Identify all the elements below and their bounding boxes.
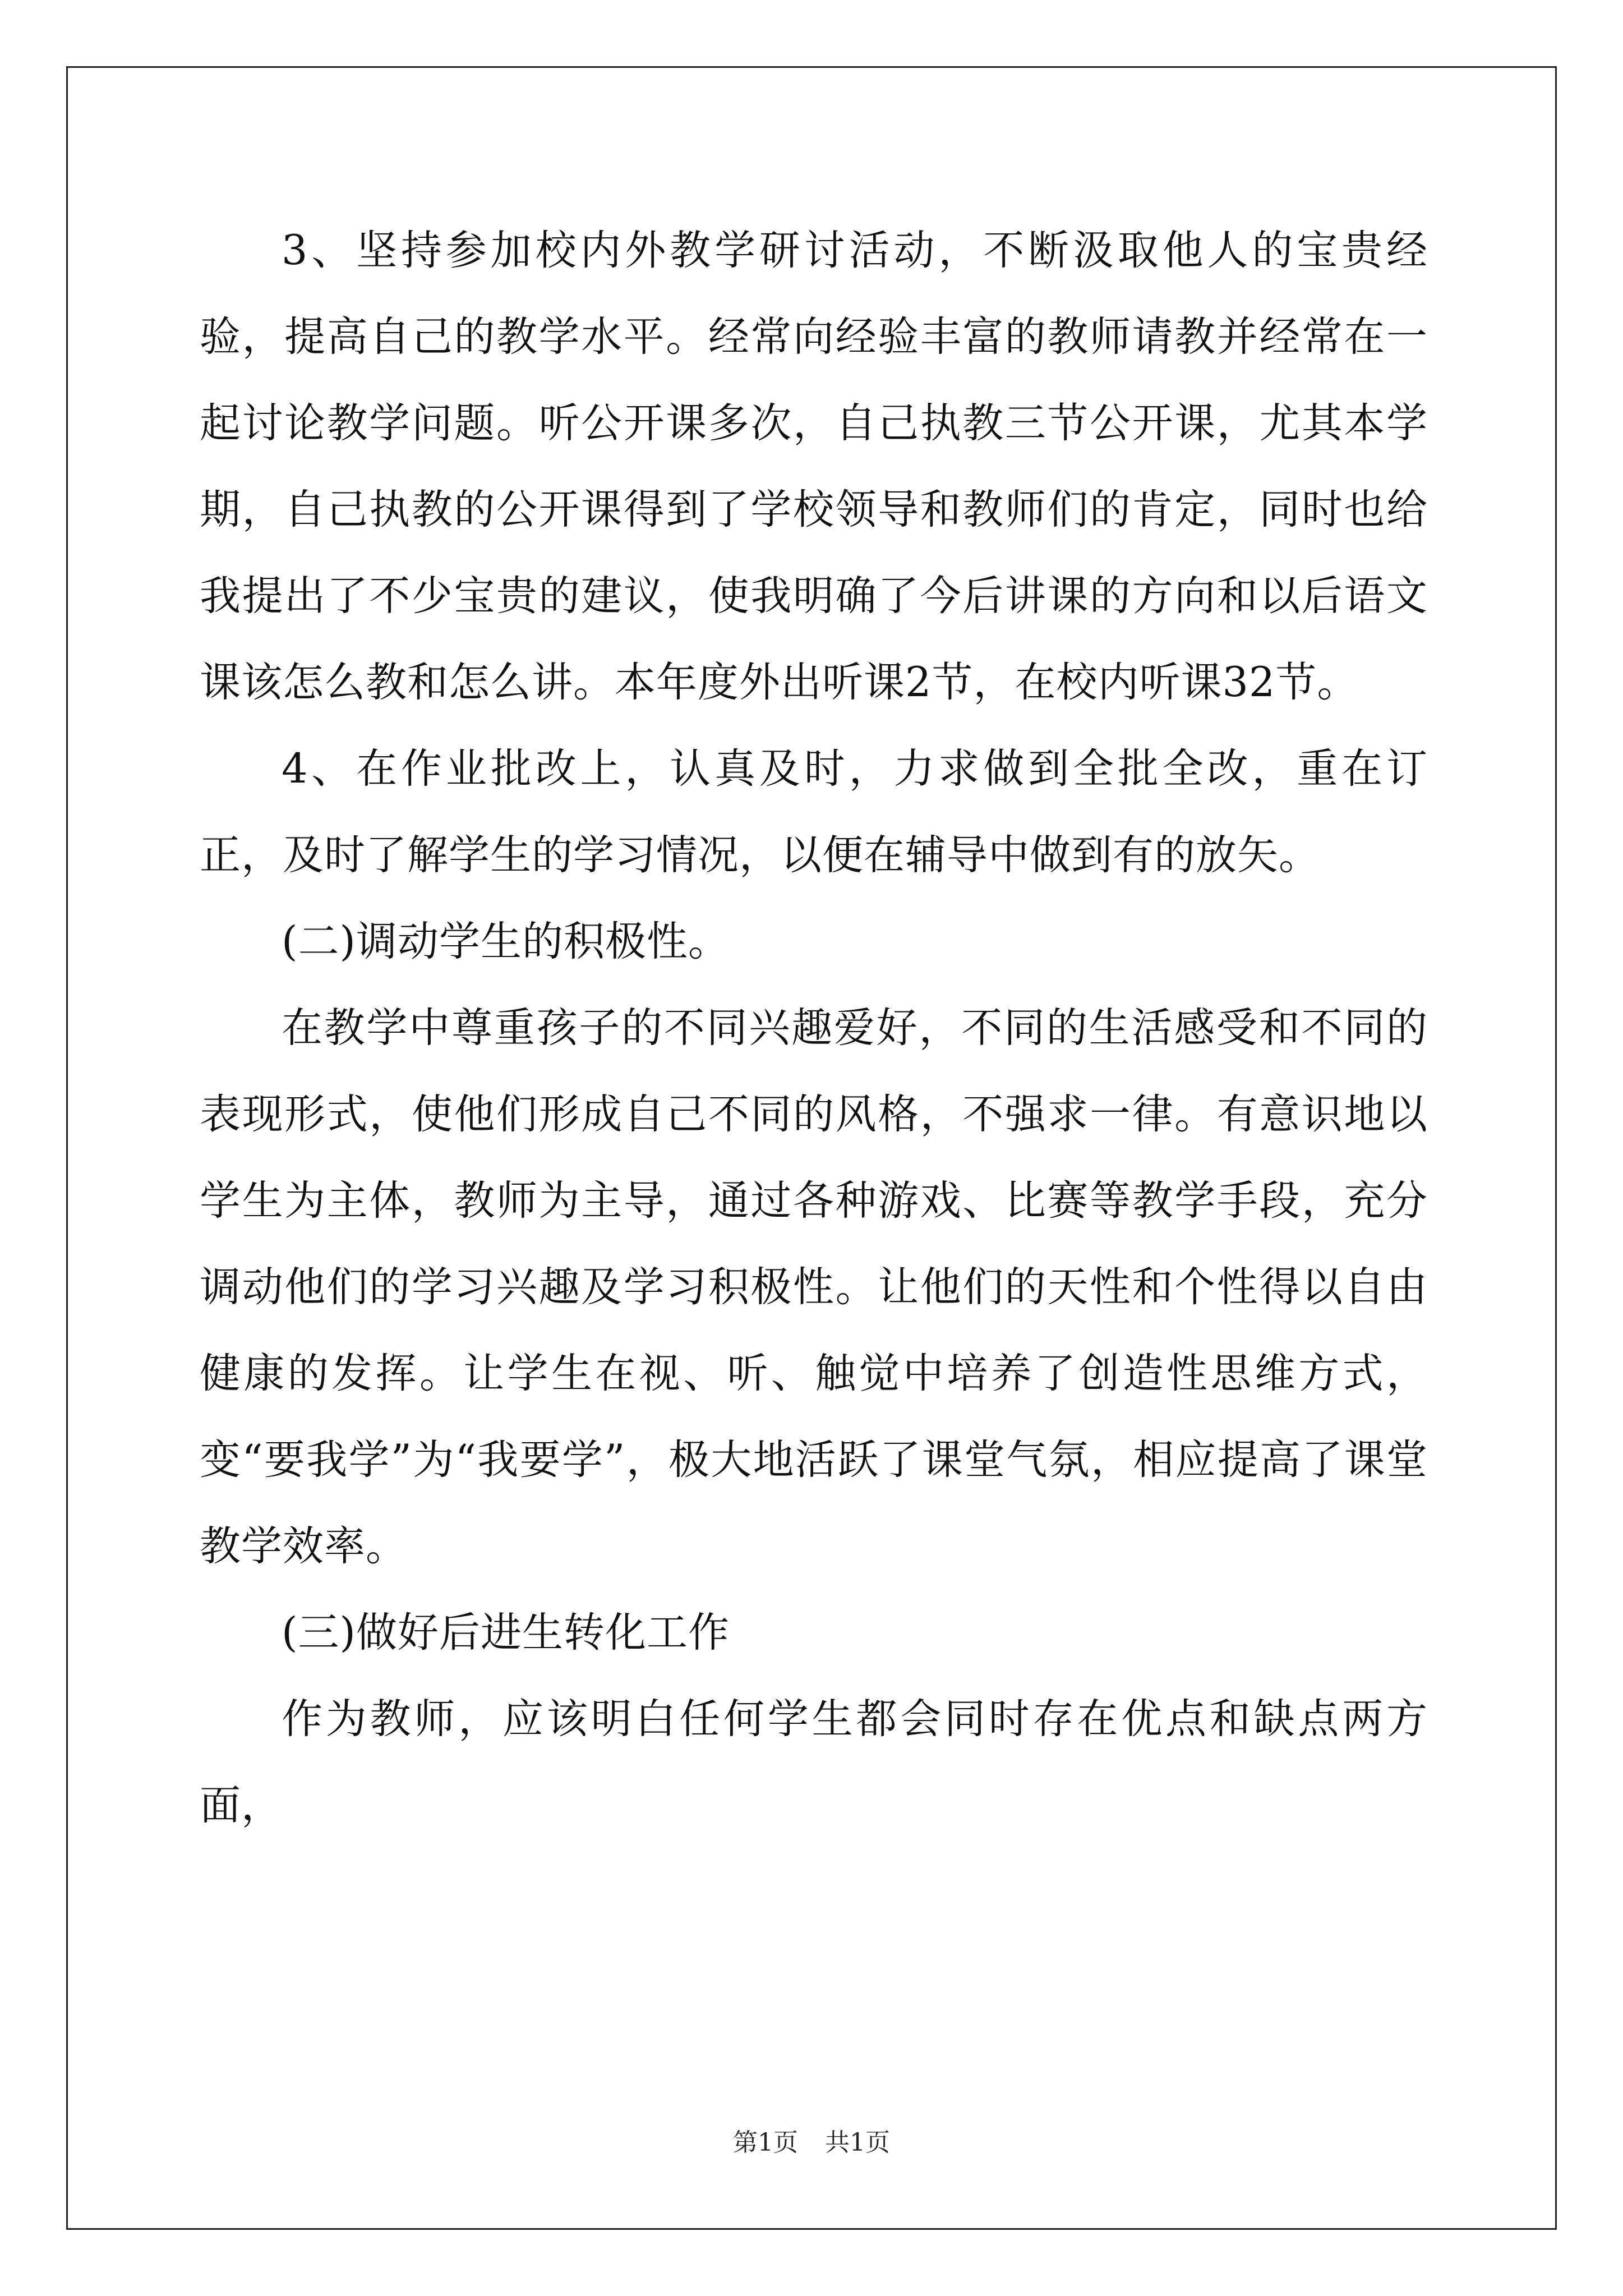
section-heading-3: (三)做好后进生转化工作	[282, 1609, 730, 1657]
paragraph-underachievers: 作为教师，应该明白任何学生都会同时存在优点和缺点两方面，	[200, 1695, 1428, 1829]
paragraph-student-motivation: 在教学中尊重孩子的不同兴趣爱好，不同的生活感受和不同的表现形式，使他们形成自己不同的风格，不强求一律。有意识地以学生为主体，教师为主导，通过各种游戏、比赛等教学手段，充分调动他们的学习兴趣及学习积极性。让他们的天性和个性得以自由健康的发挥。让学生在视、听、触觉中培养了创造性思维方式，变“要我学”为“我要学”，极大地活跃了课堂气氛，相应提高了课堂教学效率。	[200, 1004, 1428, 1570]
page-footer	[0, 2126, 1623, 2160]
page-total: 共1页	[825, 2128, 890, 2157]
section-heading-2: (二)调动学生的积极性。	[282, 918, 730, 965]
page-number: 第1页	[733, 2128, 798, 2157]
document-body	[200, 208, 1428, 1849]
paragraph-item-4: 4、在作业批改上，认真及时，力求做到全批全改，重在订正，及时了解学生的学习情况，以便在辅导中做到有的放矢。	[200, 745, 1428, 879]
paragraph-item-3: 3、坚持参加校内外教学研讨活动，不断汲取他人的宝贵经验，提高自己的教学水平。经常向经验丰富的教师请教并经常在一起讨论教学问题。听公开课多次，自己执教三节公开课，尤其本学期，自己执教的公开课得到了学校领导和教师们的肯定，同时也给我提出了不少宝贵的建议，使我明确了今后讲课的方向和以后语文课该怎么教和怎么讲。本年度外出听课2节，在校内听课32节。	[200, 227, 1428, 706]
